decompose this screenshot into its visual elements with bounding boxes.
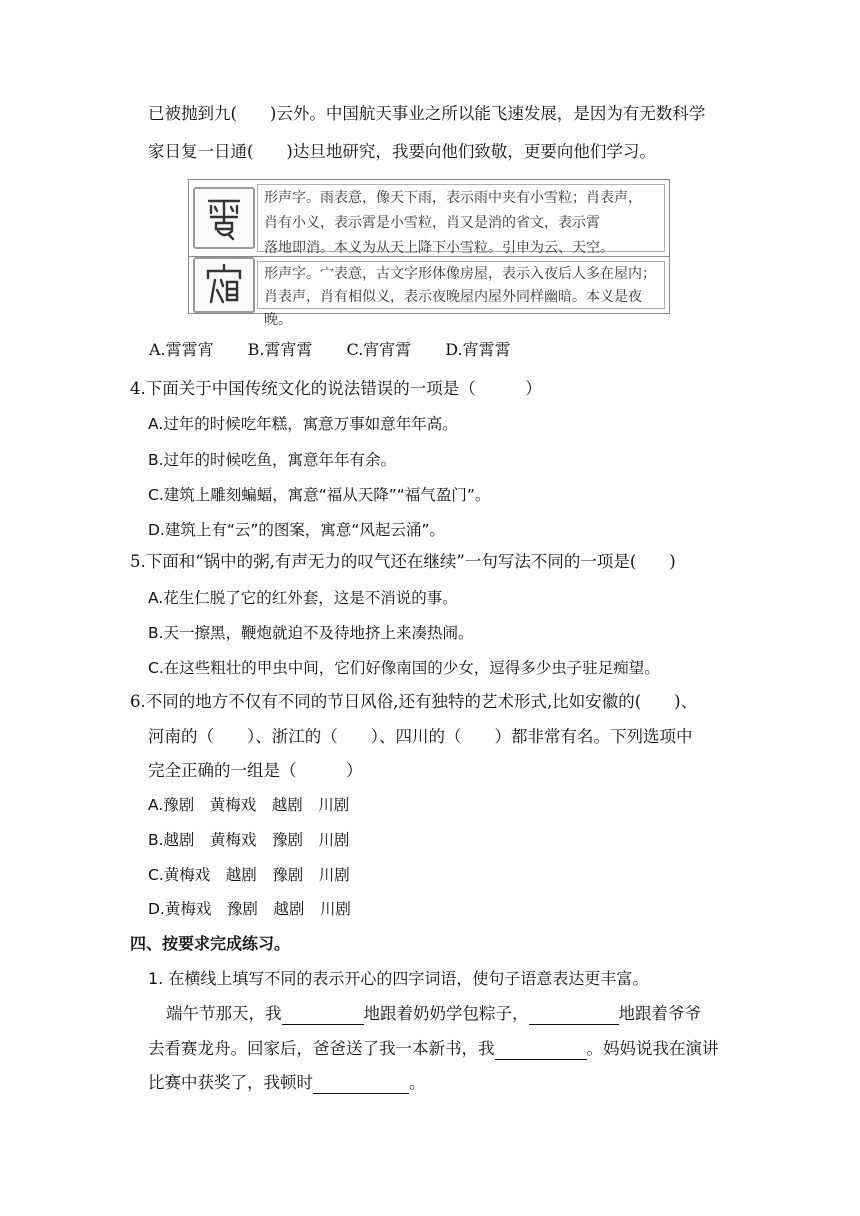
fill-paragraph-line-2 bbox=[148, 1038, 719, 1060]
q4-option-c[interactable]: C.建筑上雕刻蝙蝠，寓意“福从天降”“福气盈门”。 bbox=[148, 486, 491, 504]
q5-option-a[interactable]: A.花生仁脱了它的红外套，这是不消说的事。 bbox=[148, 589, 458, 607]
q6-stem-line-3: 完全正确的一组是（ ） bbox=[148, 761, 363, 780]
seal-script-xiao-night-icon bbox=[193, 257, 255, 313]
fill-paragraph-line-3 bbox=[148, 1072, 426, 1094]
q5-option-c[interactable]: C.在这些粗壮的甲虫中间，它们好像南国的少女，逗得多少虫子驻足痴望。 bbox=[148, 659, 660, 677]
q6-stem-line-1: 6.不同的地方不仅有不同的节日风俗,还有独特的艺术形式,比如安徽的( )、 bbox=[130, 692, 698, 711]
glyph-text-line: 形声字。宀表意，古文字形体像房屋，表示入夜后人多在屋内； bbox=[264, 266, 656, 282]
glyph-text-line: 落地即消。本义为从天上降下小雪粒。引申为云、天空。 bbox=[264, 240, 614, 256]
glyph-text-line: 肖表声，肖有相似义，表示夜晚屋内屋外同样幽暗。本义是夜晚。 bbox=[264, 289, 642, 328]
q6-option-b[interactable]: B.越剧 黄梅戏 豫剧 川剧 bbox=[148, 831, 350, 849]
answer-blank-2[interactable] bbox=[529, 1007, 619, 1025]
passage-line-2: 家日复一日通( )达旦地研究，我要向他们致敬，更要向他们学习。 bbox=[148, 142, 656, 161]
fill-text: 地跟着奶奶学包粽子， bbox=[363, 1004, 529, 1023]
fill-text: 地跟着爷爷 bbox=[618, 1004, 701, 1023]
fill-text: 。 bbox=[409, 1073, 426, 1092]
q4-option-a[interactable]: A.过年的时候吃年糕，寓意万事如意年年高。 bbox=[148, 415, 458, 433]
glyph-explanation-box-1 bbox=[188, 179, 670, 257]
glyph-explanation-text-1 bbox=[257, 184, 665, 256]
fill-text: 比赛中获奖了，我顿时 bbox=[148, 1073, 313, 1092]
q3-option-b[interactable]: B.霄宵霄 bbox=[247, 340, 313, 359]
answer-blank-3[interactable] bbox=[495, 1042, 587, 1060]
q6-option-c[interactable]: C.黄梅戏 越剧 豫剧 川剧 bbox=[148, 866, 350, 884]
q5-stem: 5.下面和“锅中的粥,有声无力的叹气还在继续”一句写法不同的一项是( ) bbox=[130, 552, 676, 571]
q4-stem: 4.下面关于中国传统文化的说法错误的一项是（ ） bbox=[130, 379, 542, 398]
glyph-text-line: 形声字。雨表意，像天下雨，表示雨中夹有小雪粒；肖表声， bbox=[264, 190, 642, 206]
q3-option-c[interactable]: C.宵宵霄 bbox=[346, 340, 412, 359]
q6-option-a[interactable]: A.豫剧 黄梅戏 越剧 川剧 bbox=[148, 796, 350, 814]
fill-text: 端午节那天，我 bbox=[166, 1004, 282, 1023]
section-4-item-1: 1. 在横线上填写不同的表示开心的四字词语，使句子语意表达更丰富。 bbox=[148, 969, 649, 988]
seal-script-xiao-cloud-icon bbox=[193, 187, 255, 249]
q5-option-b[interactable]: B.天一擦黑，鞭炮就迫不及待地挤上来凑热闹。 bbox=[148, 624, 474, 642]
glyph-explanation-box-2 bbox=[188, 256, 670, 328]
section-4-heading: 四、按要求完成练习。 bbox=[130, 934, 291, 953]
q4-option-b[interactable]: B.过年的时候吃鱼，寓意年年有余。 bbox=[148, 451, 397, 469]
q4-option-d[interactable]: D.建筑上有“云”的图案，寓意“风起云涌”。 bbox=[148, 521, 445, 539]
answer-blank-4[interactable] bbox=[313, 1076, 409, 1094]
fill-text: 。妈妈说我在演讲 bbox=[586, 1039, 719, 1058]
q3-option-a[interactable]: A.霄霄宵 bbox=[149, 340, 214, 359]
answer-blank-1[interactable] bbox=[282, 1007, 364, 1025]
glyph-text-line: 肖有小义，表示霄是小雪粒，肖又是消的省文，表示霄 bbox=[264, 215, 600, 231]
glyph-explanation-text-2 bbox=[257, 261, 665, 328]
fill-text: 去看赛龙舟。回家后，爸爸送了我一本新书，我 bbox=[148, 1039, 495, 1058]
q6-stem-line-2: 河南的（ ）、浙江的（ ）、四川的（ ）都非常有名。下列选项中 bbox=[148, 727, 693, 746]
q3-options bbox=[149, 339, 545, 361]
passage-line-1: 已被抛到九( )云外。中国航天事业之所以能飞速发展，是因为有无数科学 bbox=[148, 104, 706, 123]
q6-option-d[interactable]: D.黄梅戏 豫剧 越剧 川剧 bbox=[148, 900, 351, 918]
q3-option-d[interactable]: D.宵霄霄 bbox=[445, 340, 511, 359]
fill-paragraph-line-1 bbox=[166, 1003, 701, 1025]
